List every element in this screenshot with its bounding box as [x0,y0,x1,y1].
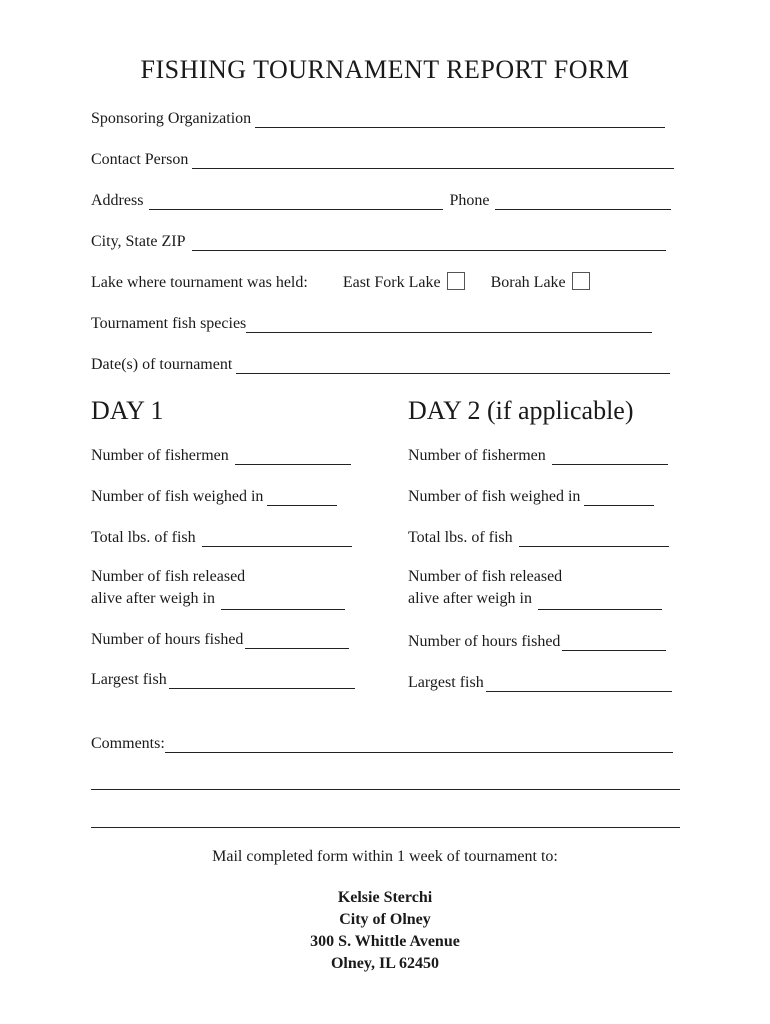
day1-hours-label: Number of hours fished [91,631,244,648]
city-state-zip-label: City, State ZIP [91,233,186,250]
species-row [91,311,652,333]
day1-weighed-row [91,484,337,506]
sponsoring-org-label: Sponsoring Organization [91,110,252,127]
day1-total-lbs-row [91,525,352,547]
address-label: Address [91,192,144,209]
day1-total-lbs-field[interactable] [202,530,352,547]
address-row [91,188,671,210]
east-fork-lake-label: East Fork Lake [342,274,441,291]
day1-total-lbs-label: Total lbs. of fish [91,529,196,546]
day2-weighed-label: Number of fish weighed in [408,488,581,505]
day2-hours-label: Number of hours fished [408,633,561,650]
day2-released-label-1: Number of fish released [408,568,563,585]
day2-largest-label: Largest fish [408,674,484,691]
day2-heading: DAY 2 (if applicable) [408,396,634,425]
contact-person-field[interactable] [192,152,674,169]
day1-released-label-2: alive after weigh in [91,590,215,607]
dates-label: Date(s) of tournament [91,356,233,373]
day1-fishermen-label: Number of fishermen [91,447,229,464]
comments-field[interactable] [165,736,673,753]
day1-released-field[interactable] [221,593,345,610]
day2-fishermen-label: Number of fishermen [408,447,546,464]
day2-fishermen-row [408,443,668,465]
phone-label: Phone [449,192,490,209]
day2-released [408,566,662,610]
lake-row [91,270,590,292]
day2-hours-row [408,629,666,651]
comments-line-3[interactable] [91,827,680,828]
day2-weighed-row [408,484,654,506]
species-label: Tournament fish species [91,315,247,332]
address-field[interactable] [149,193,443,210]
day1-largest-field[interactable] [169,672,355,689]
mail-org: City of Olney [339,911,431,928]
day1-weighed-field[interactable] [267,489,337,506]
mail-name: Kelsie Sterchi [337,889,433,906]
east-fork-lake-checkbox[interactable] [447,272,465,290]
day1-hours-row [91,627,349,649]
lake-label: Lake where tournament was held: [91,274,308,291]
borah-lake-label: Borah Lake [490,274,566,291]
comments-line-2[interactable] [91,789,680,790]
day2-fishermen-field[interactable] [552,448,668,465]
day1-fishermen-row [91,443,351,465]
contact-person-row [91,147,674,169]
city-state-zip-field[interactable] [192,234,666,251]
comments-row [91,731,673,753]
borah-lake-checkbox[interactable] [572,272,590,290]
city-state-zip-row [91,229,666,251]
dates-row [91,352,670,374]
form-title: FISHING TOURNAMENT REPORT FORM [140,55,630,84]
day2-released-label-2: alive after weigh in [408,590,532,607]
day1-weighed-label: Number of fish weighed in [91,488,264,505]
day2-hours-field[interactable] [562,634,666,651]
dates-field[interactable] [236,357,670,374]
mail-street: 300 S. Whittle Avenue [310,933,460,950]
day2-total-lbs-label: Total lbs. of fish [408,529,513,546]
contact-person-label: Contact Person [91,151,189,168]
day2-largest-row [408,670,672,692]
day2-released-field[interactable] [538,593,662,610]
sponsoring-org-field[interactable] [255,111,665,128]
species-field[interactable] [246,316,652,333]
phone-field[interactable] [495,193,671,210]
day2-weighed-field[interactable] [584,489,654,506]
day2-largest-field[interactable] [486,675,672,692]
day1-largest-row [91,667,355,689]
day1-released-label-1: Number of fish released [91,568,246,585]
sponsoring-org-row [91,106,665,128]
comments-label: Comments: [91,735,165,752]
day1-released [91,566,345,610]
day1-fishermen-field[interactable] [235,448,351,465]
day1-hours-field[interactable] [245,632,349,649]
mail-instruction: Mail completed form within 1 week of tournament to: [212,848,558,865]
day1-heading: DAY 1 [91,396,164,425]
day1-largest-label: Largest fish [91,671,167,688]
day2-total-lbs-row [408,525,669,547]
mail-city: Olney, IL 62450 [330,955,440,972]
day2-total-lbs-field[interactable] [519,530,669,547]
